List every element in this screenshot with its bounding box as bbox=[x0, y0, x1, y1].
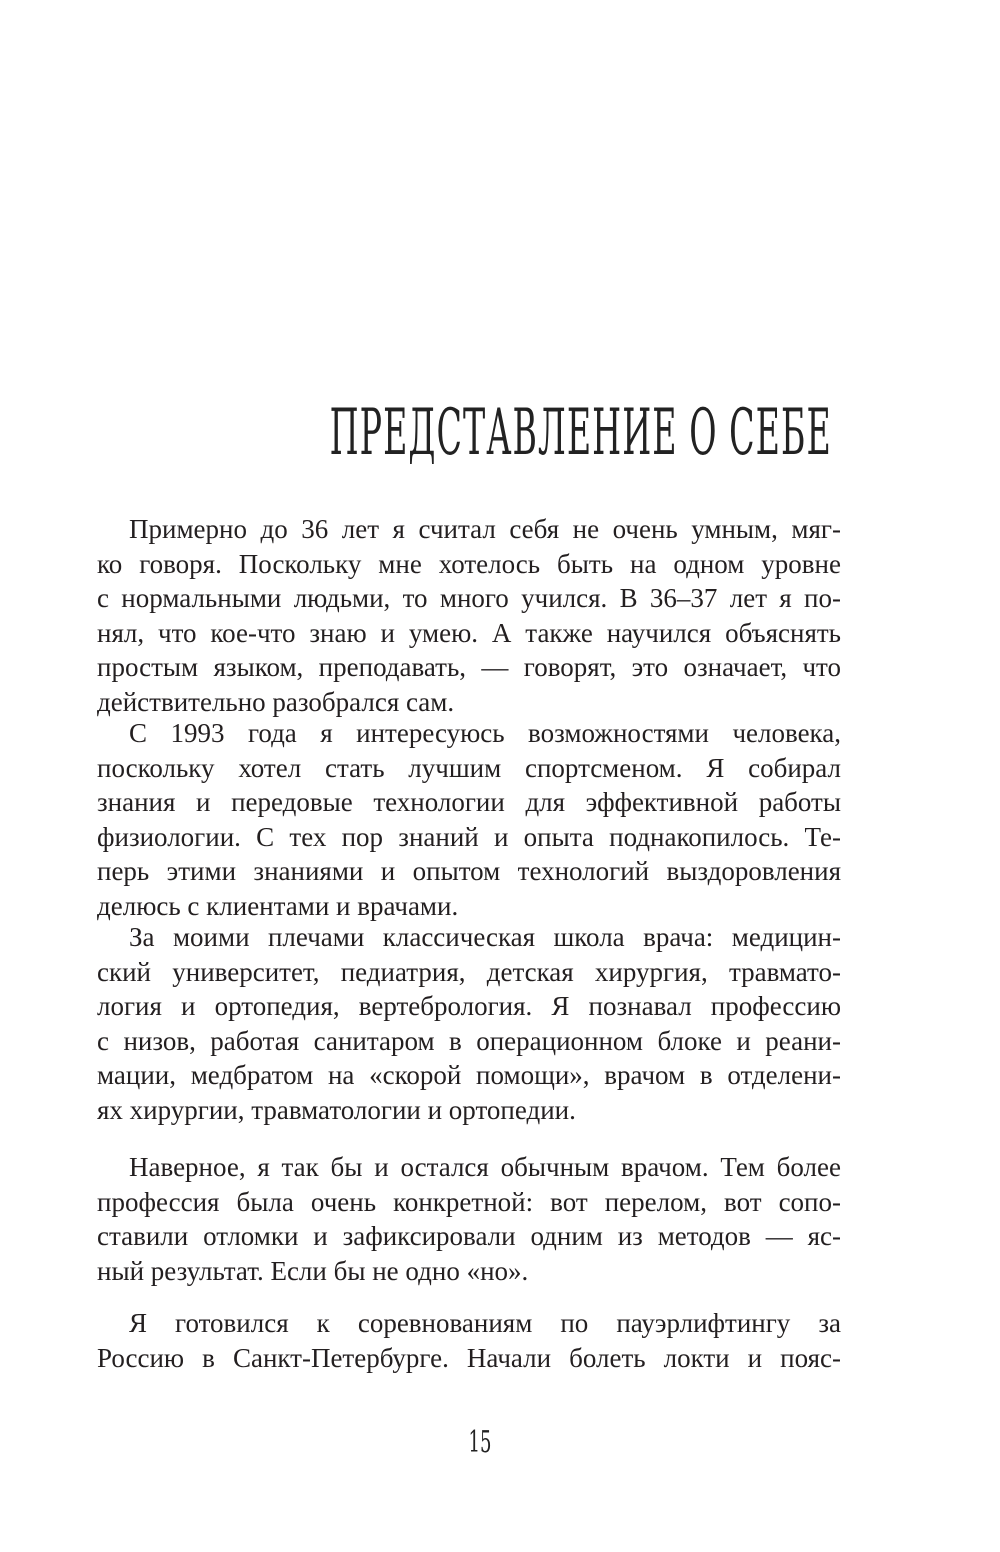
text-line: Примерно до 36 лет я считал себя не очень умным, мяг- bbox=[129, 514, 841, 544]
text-line: нял, что кое-что знаю и умею. А также научился объяснять bbox=[97, 617, 841, 648]
text-line: ко говоря. Поскольку мне хотелось быть на одном уровне bbox=[97, 548, 841, 579]
text-line: физиологии. С тех пор знаний и опыта поднакопилось. Те- bbox=[97, 821, 841, 852]
text-line: За моими плечами классическая школа врача: медицин- bbox=[129, 922, 841, 952]
paragraph-3 bbox=[97, 920, 841, 1127]
text-line: С 1993 года я интересуюсь возможностями человека, bbox=[129, 718, 841, 748]
text-line: делюсь с клиентами и врачами. bbox=[97, 890, 459, 921]
text-line: Я готовился к соревнованиям по пауэрлифтингу за bbox=[129, 1308, 841, 1338]
chapter-title: ПРЕДСТАВЛЕНИЕ О СЕБЕ bbox=[329, 396, 832, 470]
text-line: поскольку хотел стать лучшим спортсменом. Я собирал bbox=[97, 752, 841, 783]
paragraph-5 bbox=[97, 1306, 841, 1375]
text-line: ях хирургии, травматологии и ортопедии. bbox=[97, 1094, 576, 1125]
text-line: ский университет, педиатрия, детская хирургия, травмато- bbox=[97, 956, 841, 987]
text-line: простым языком, преподавать, — говорят, это означает, что bbox=[97, 652, 841, 682]
text-line: Россию в Санкт-Петербурге. Начали болеть локти и пояс- bbox=[97, 1342, 841, 1373]
text-line: Наверное, я так бы и остался обычным врачом. Тем более bbox=[129, 1152, 841, 1182]
page-number: 15 bbox=[468, 1425, 492, 1460]
text-line: с нормальными людьми, то много учился. В 36–37 лет я по- bbox=[97, 583, 841, 613]
text-line: с низов, работая санитаром в операционном блоке и реани- bbox=[97, 1025, 841, 1056]
text-line: ставили отломки и зафиксировали одним из методов — яс- bbox=[97, 1221, 841, 1251]
text-line: действительно разобрался сам. bbox=[97, 686, 455, 717]
paragraph-4 bbox=[97, 1150, 841, 1288]
text-line: ный результат. Если бы не одно «но». bbox=[97, 1255, 529, 1286]
text-line: профессия была очень конкретной: вот перелом, вот сопо- bbox=[97, 1186, 841, 1217]
text-line: логия и ортопедия, вертебрология. Я познавал профессию bbox=[97, 991, 841, 1021]
text-line: перь этими знаниями и опытом технологий выздоровления bbox=[97, 856, 841, 886]
paragraph-1 bbox=[97, 512, 841, 719]
text-line: мации, медбратом на «скорой помощи», врачом в отделени- bbox=[97, 1060, 841, 1090]
paragraph-2 bbox=[97, 716, 841, 923]
text-line: знания и передовые технологии для эффективной работы bbox=[97, 787, 841, 817]
